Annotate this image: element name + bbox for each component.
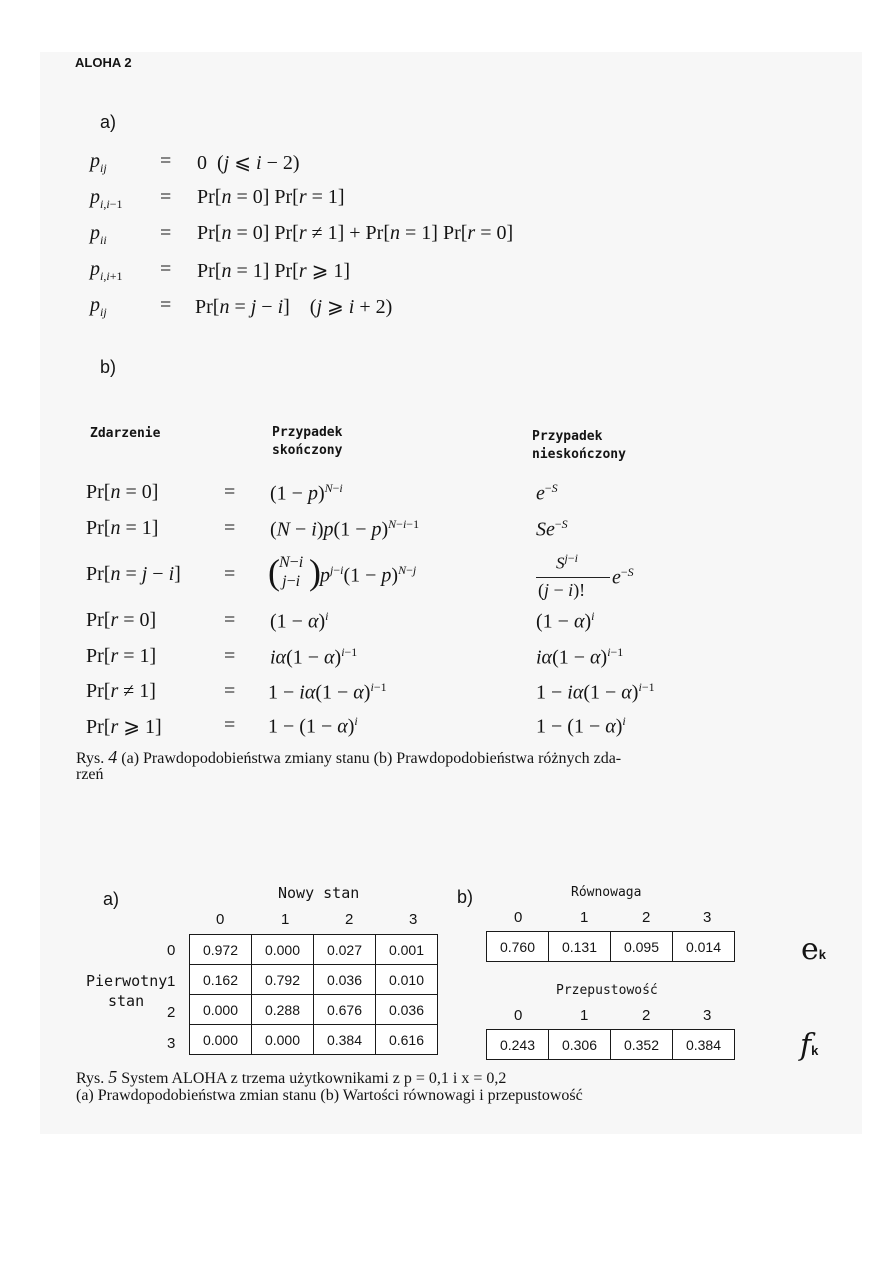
throughput-header: 1 bbox=[580, 1007, 589, 1024]
throughput-symbol bbox=[800, 1028, 818, 1063]
symbol-subscript: k bbox=[811, 1043, 819, 1058]
caption-number: 5 bbox=[108, 1067, 118, 1087]
column-header-infinite: Przypadek nieskończony bbox=[532, 429, 626, 462]
equilibrium-header: 2 bbox=[642, 909, 651, 926]
infinite-formula: $Se^{-S}$ bbox=[536, 517, 568, 541]
matrix-cell: 0.036 bbox=[376, 995, 438, 1025]
infinite-formula: $1 - (1 - \alpha)^i$ bbox=[536, 714, 626, 738]
infinite-formula: $i\alpha(1 - \alpha)^{i-1}$ bbox=[536, 645, 624, 669]
matrix-cell: 0.792 bbox=[252, 965, 314, 995]
new-state-title: Nowy stan bbox=[278, 884, 360, 902]
equation-eq: = bbox=[160, 222, 172, 244]
row-header: 3 bbox=[167, 1035, 176, 1052]
table-row bbox=[190, 965, 438, 995]
finite-formula: $(1 - \alpha)^i$ bbox=[270, 609, 329, 633]
matrix-cell: 0.288 bbox=[252, 995, 314, 1025]
equation-lhs: $p_{ii}$ bbox=[90, 222, 107, 247]
equilibrium-title: Równowaga bbox=[571, 885, 642, 900]
matrix-cell: 0.616 bbox=[376, 1025, 438, 1055]
event-cell: Pr[n = 0] bbox=[86, 481, 159, 503]
equation-eq: = bbox=[160, 150, 172, 172]
caption-number: 4 bbox=[108, 747, 118, 767]
binomial-open-paren: ( bbox=[268, 552, 280, 592]
throughput-header: 3 bbox=[703, 1007, 712, 1024]
event-cell: Pr[r ≠ 1] bbox=[86, 680, 156, 702]
fraction-bar bbox=[536, 577, 610, 578]
figure-5b-label: b) bbox=[457, 887, 474, 907]
finite-formula: $1 - i\alpha(1 - \alpha)^{i-1}$ bbox=[268, 680, 387, 704]
infinite-formula: $e^{-S}$ bbox=[536, 481, 558, 505]
caption-prefix: Rys. bbox=[76, 750, 105, 767]
equilibrium-cell: 0.131 bbox=[549, 932, 611, 962]
finite-formula: $(1 - p)^{N-i}$ bbox=[270, 481, 343, 505]
infinite-formula: $e^{-S}$ bbox=[612, 565, 634, 589]
equation-rhs: Pr[n = 0] Pr[r ≠ 1] + Pr[n = 1] Pr[r = 0] bbox=[197, 222, 514, 244]
equation-lhs: $p_{i,i+1}$ bbox=[90, 258, 123, 283]
caption-prefix: Rys. bbox=[76, 1070, 105, 1087]
col-header: 0 bbox=[216, 911, 225, 928]
column-header-finite: Przypadek skończony bbox=[272, 425, 343, 458]
equation-eq: = bbox=[160, 294, 172, 316]
equilibrium-cell: 0.014 bbox=[673, 932, 735, 962]
caption-text: (a) Prawdopodobieństwa zmiany stanu (b) Prawdopodobieństwa różnych zda- bbox=[121, 750, 622, 767]
finite-formula: $1 - (1 - \alpha)^i$ bbox=[268, 714, 358, 738]
equilibrium-header: 1 bbox=[580, 909, 589, 926]
equation-rhs: Pr[n = 1] Pr[r ⩾ 1] bbox=[197, 260, 351, 282]
throughput-cell: 0.243 bbox=[487, 1030, 549, 1060]
row-header: 2 bbox=[167, 1004, 176, 1021]
matrix-cell: 0.036 bbox=[314, 965, 376, 995]
equilibrium-header: 3 bbox=[703, 909, 712, 926]
matrix-cell: 0.676 bbox=[314, 995, 376, 1025]
equals-sign: = bbox=[224, 517, 236, 539]
matrix-cell: 0.162 bbox=[190, 965, 252, 995]
event-cell: Pr[n = j − i] bbox=[86, 563, 181, 585]
table-row bbox=[190, 1025, 438, 1055]
event-cell: Pr[r ⩾ 1] bbox=[86, 716, 162, 738]
page-header-title: ALOHA 2 bbox=[75, 55, 132, 70]
symbol-letter: e bbox=[801, 932, 819, 967]
event-cell: Pr[r = 0] bbox=[86, 609, 157, 631]
row-header: 1 bbox=[167, 973, 176, 990]
binomial-close-paren: ) bbox=[309, 552, 321, 592]
event-cell: Pr[r = 1] bbox=[86, 645, 157, 667]
throughput-cell: 0.306 bbox=[549, 1030, 611, 1060]
matrix-cell: 0.000 bbox=[252, 1025, 314, 1055]
throughput-table bbox=[486, 1029, 735, 1060]
equation-lhs: $p_{ij}$ bbox=[90, 150, 107, 175]
finite-formula: $i\alpha(1 - \alpha)^{i-1}$ bbox=[270, 645, 358, 669]
matrix-cell: 0.000 bbox=[252, 935, 314, 965]
equation-eq: = bbox=[160, 186, 172, 208]
equilibrium-symbol bbox=[801, 932, 826, 967]
equation-eq: = bbox=[160, 258, 172, 280]
table-row bbox=[487, 1030, 735, 1060]
equation-rhs: 0 (j ⩽ i − 2) bbox=[197, 152, 300, 174]
equals-sign: = bbox=[224, 645, 236, 667]
matrix-cell: 0.010 bbox=[376, 965, 438, 995]
equation-lhs: $p_{i,i-1}$ bbox=[90, 186, 123, 211]
table-row bbox=[190, 935, 438, 965]
throughput-title: Przepustowość bbox=[556, 983, 658, 998]
throughput-header: 0 bbox=[514, 1007, 523, 1024]
figure-4-caption bbox=[76, 749, 621, 767]
finite-formula: $p^{j-i}(1 - p)^{N-j}$ bbox=[320, 563, 417, 587]
caption-text: System ALOHA z trzema użytkownikami z p = 0,1 i x = 0,2 bbox=[121, 1070, 507, 1087]
symbol-letter: f bbox=[800, 1028, 812, 1063]
fraction-numerator: $S^{j-i}$ bbox=[556, 551, 578, 573]
transition-matrix bbox=[189, 934, 438, 1055]
initial-state-title-line-2: stan bbox=[108, 992, 145, 1010]
figure-4-caption-line-2: rzeń bbox=[76, 766, 104, 783]
row-header: 0 bbox=[167, 942, 176, 959]
binomial-coefficient: N−i j−i bbox=[279, 554, 304, 590]
column-header-event: Zdarzenie bbox=[90, 426, 161, 441]
col-header: 2 bbox=[345, 911, 354, 928]
infinite-formula: $(1 - \alpha)^i$ bbox=[536, 609, 595, 633]
equals-sign: = bbox=[224, 714, 236, 736]
table-row bbox=[487, 932, 735, 962]
event-cell: Pr[n = 1] bbox=[86, 517, 159, 539]
equilibrium-table bbox=[486, 931, 735, 962]
equilibrium-header: 0 bbox=[514, 909, 523, 926]
figure-5-caption-line-2: (a) Prawdopodobieństwa zmian stanu (b) Wartości równowagi i przepustowość bbox=[76, 1087, 583, 1104]
matrix-cell: 0.027 bbox=[314, 935, 376, 965]
matrix-cell: 0.972 bbox=[190, 935, 252, 965]
infinite-formula: $1 - i\alpha(1 - \alpha)^{i-1}$ bbox=[536, 680, 655, 704]
col-header: 3 bbox=[409, 911, 418, 928]
figure-5-caption bbox=[76, 1069, 506, 1087]
equation-rhs: Pr[n = 0] Pr[r = 1] bbox=[197, 186, 345, 208]
equation-lhs: $p_{ij}$ bbox=[90, 294, 107, 319]
equals-sign: = bbox=[224, 680, 236, 702]
finite-formula: $(N - i)p(1 - p)^{N-i-1}$ bbox=[270, 517, 420, 541]
matrix-cell: 0.001 bbox=[376, 935, 438, 965]
table-row bbox=[190, 995, 438, 1025]
initial-state-title: Pierwotny bbox=[86, 972, 168, 990]
equals-sign: = bbox=[224, 609, 236, 631]
section-a-label: a) bbox=[100, 112, 117, 132]
equals-sign: = bbox=[224, 563, 236, 585]
matrix-cell: 0.000 bbox=[190, 1025, 252, 1055]
equilibrium-cell: 0.760 bbox=[487, 932, 549, 962]
matrix-cell: 0.000 bbox=[190, 995, 252, 1025]
figure-5a-label: a) bbox=[103, 889, 120, 909]
col-header: 1 bbox=[281, 911, 290, 928]
throughput-cell: 0.384 bbox=[673, 1030, 735, 1060]
equation-rhs: Pr[n = j − i] (j ⩾ i + 2) bbox=[195, 296, 393, 318]
throughput-cell: 0.352 bbox=[611, 1030, 673, 1060]
throughput-header: 2 bbox=[642, 1007, 651, 1024]
equilibrium-cell: 0.095 bbox=[611, 932, 673, 962]
symbol-subscript: k bbox=[818, 947, 826, 962]
equals-sign: = bbox=[224, 481, 236, 503]
fraction-denominator: (j − i)! bbox=[538, 580, 586, 600]
matrix-cell: 0.384 bbox=[314, 1025, 376, 1055]
section-b-label: b) bbox=[100, 357, 117, 377]
